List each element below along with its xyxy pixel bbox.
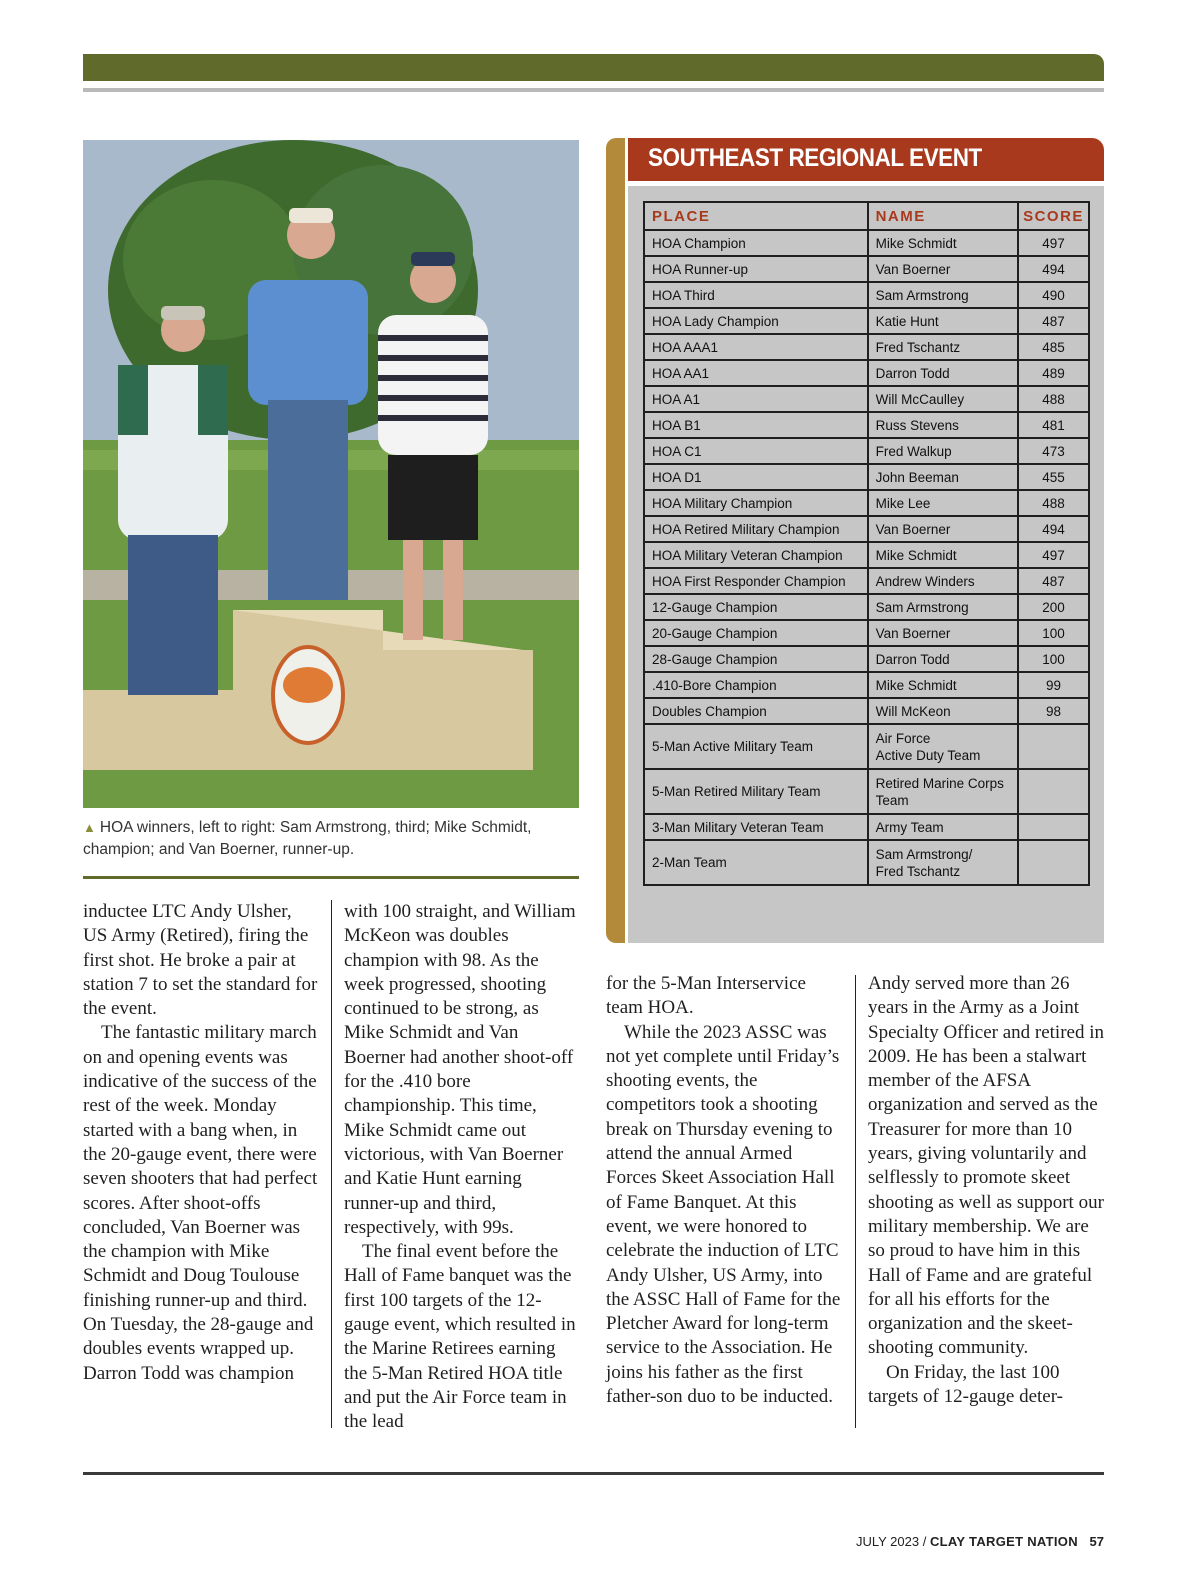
cell-score: 488	[1018, 386, 1089, 412]
cell-name: Mike Schmidt	[868, 542, 1018, 568]
cell-name: Air Force Active Duty Team	[868, 724, 1018, 769]
cell-name: Army Team	[868, 814, 1018, 840]
table-header-row	[644, 202, 1089, 230]
paragraph: The final event before the Hall of Fame banquet was the first 100 targets of the 12-gauge event, which resulted in the Marine Retirees earning the 5-Man Retired HOA title and put the Air Force team in the lead	[344, 1241, 576, 1433]
caption-text: HOA winners, left to right: Sam Armstrong, third; Mike Schmidt, champion; and Van Boerner, runner-up.	[83, 819, 532, 858]
photo-caption	[83, 817, 573, 861]
article-column-4	[868, 972, 1104, 1409]
cell-place: HOA AA1	[644, 360, 868, 386]
paragraph: for the 5-Man Interservice team HOA.	[606, 973, 806, 1019]
cell-name: Sam Armstrong	[868, 282, 1018, 308]
table-row	[644, 438, 1089, 464]
cell-name: Russ Stevens	[868, 412, 1018, 438]
caption-rule	[83, 876, 579, 879]
cell-name: Darron Todd	[868, 646, 1018, 672]
cell-name: Will McCaulley	[868, 386, 1018, 412]
paragraph: While the 2023 ASSC was not yet complete until Friday’s shooting events, the competitors took a shooting break on Thursday evening to attend the annual Armed Forces Skeet Association Hall of Fame Banquet. At this event, we were honored to celebrate the induction of LTC Andy Ulsher, US Army, into the ASSC Hall of Fame for the Pletcher Award for long-term service to the Association. He joins his father as the first father-son duo to be inducted.	[606, 1021, 841, 1408]
cell-score: 487	[1018, 308, 1089, 334]
cell-score: 100	[1018, 646, 1089, 672]
cell-place: .410-Bore Champion	[644, 672, 868, 698]
cell-name: Mike Lee	[868, 490, 1018, 516]
cell-name: Mike Schmidt	[868, 672, 1018, 698]
cell-score: 497	[1018, 230, 1089, 256]
table-row	[644, 594, 1089, 620]
cell-name: Van Boerner	[868, 256, 1018, 282]
cell-name: Sam Armstrong/ Fred Tschantz	[868, 840, 1018, 885]
cell-score: 100	[1018, 620, 1089, 646]
table-row	[644, 334, 1089, 360]
table-row	[644, 464, 1089, 490]
cell-name: Van Boerner	[868, 620, 1018, 646]
table-row	[644, 620, 1089, 646]
cell-score: 481	[1018, 412, 1089, 438]
results-table-body	[644, 230, 1089, 885]
cell-score: 489	[1018, 360, 1089, 386]
cell-score: 455	[1018, 464, 1089, 490]
column-divider	[855, 975, 856, 1428]
cell-place: 2-Man Team	[644, 840, 868, 885]
cell-name: Katie Hunt	[868, 308, 1018, 334]
cell-score: 473	[1018, 438, 1089, 464]
table-row	[644, 542, 1089, 568]
cell-score: 487	[1018, 568, 1089, 594]
table-row	[644, 412, 1089, 438]
header-rule	[83, 88, 1104, 92]
table-row	[644, 672, 1089, 698]
cell-score: 490	[1018, 282, 1089, 308]
sidebar-accent-bar	[606, 138, 625, 943]
cell-place: 5-Man Retired Military Team	[644, 769, 868, 814]
cell-score: 494	[1018, 516, 1089, 542]
cell-place: HOA Runner-up	[644, 256, 868, 282]
table-row	[644, 568, 1089, 594]
cell-name: Fred Tschantz	[868, 334, 1018, 360]
table-row	[644, 490, 1089, 516]
table-row	[644, 698, 1089, 724]
footer-date: JULY 2023 /	[855, 1534, 927, 1549]
table-row	[644, 256, 1089, 282]
table-row	[644, 308, 1089, 334]
table-row	[644, 516, 1089, 542]
cell-name: Fred Walkup	[868, 438, 1018, 464]
cell-place: 28-Gauge Champion	[644, 646, 868, 672]
cell-name: Darron Todd	[868, 360, 1018, 386]
column-divider	[331, 900, 332, 1428]
cell-place: HOA B1	[644, 412, 868, 438]
footer-rule	[83, 1472, 1104, 1475]
cell-place: HOA Retired Military Champion	[644, 516, 868, 542]
cell-score: 494	[1018, 256, 1089, 282]
table-row	[644, 646, 1089, 672]
table-row	[644, 724, 1089, 769]
table-row	[644, 282, 1089, 308]
results-table	[643, 201, 1090, 886]
cell-score: 485	[1018, 334, 1089, 360]
cell-name: Andrew Winders	[868, 568, 1018, 594]
cell-place: 20-Gauge Champion	[644, 620, 868, 646]
cell-place: HOA Champion	[644, 230, 868, 256]
article-column-2	[344, 900, 579, 1435]
cell-score: 99	[1018, 672, 1089, 698]
paragraph: inductee LTC Andy Ulsher, US Army (Retired), firing the first shot. He broke a pair at station 7 to set the standard for the event.	[83, 901, 318, 1020]
header-band	[83, 54, 1104, 81]
cell-place: HOA C1	[644, 438, 868, 464]
page-number: 57	[1089, 1534, 1104, 1549]
cell-place: HOA First Responder Champion	[644, 568, 868, 594]
cell-place: HOA Military Veteran Champion	[644, 542, 868, 568]
cell-place: HOA AAA1	[644, 334, 868, 360]
cell-place: Doubles Champion	[644, 698, 868, 724]
cell-score	[1018, 840, 1089, 885]
cell-place: HOA D1	[644, 464, 868, 490]
cell-score: 497	[1018, 542, 1089, 568]
cell-name: Mike Schmidt	[868, 230, 1018, 256]
triangle-up-icon: ▲	[83, 820, 96, 835]
paragraph: Andy served more than 26 years in the Army as a Joint Specialty Officer and retired in 2009. He has been a stalwart member of the AFSA organization and served as the Treasurer for more than 10 years, giving voluntarily and selflessly to promote skeet shooting as well as support our military membership. We are so proud to have him in this Hall of Fame and are grateful for all his efforts for the organization and the skeet-shooting community.	[868, 973, 1104, 1359]
table-row	[644, 769, 1089, 814]
cell-place: HOA A1	[644, 386, 868, 412]
cell-name: John Beeman	[868, 464, 1018, 490]
table-title: SOUTHEAST REGIONAL EVENT	[648, 144, 982, 172]
cell-place: 12-Gauge Champion	[644, 594, 868, 620]
article-column-3	[606, 972, 841, 1409]
cell-name: Retired Marine Corps Team	[868, 769, 1018, 814]
cell-score	[1018, 724, 1089, 769]
magazine-name: CLAY TARGET NATION	[929, 1534, 1078, 1549]
table-row	[644, 230, 1089, 256]
cell-score	[1018, 814, 1089, 840]
table-row	[644, 386, 1089, 412]
paragraph: On Friday, the last 100 targets of 12-gauge deter-	[868, 1361, 1063, 1408]
cell-name: Sam Armstrong	[868, 594, 1018, 620]
table-row	[644, 814, 1089, 840]
paragraph: The fantastic military march on and opening events was indicative of the success of the rest of the week. Monday started with a bang when, in the 20-gauge event, there were seven shooters that had perfect scores. After shoot-offs concluded, Van Boerner was the champion with Mike Schmidt and Doug Toulouse finishing runner-up and third. On Tuesday, the 28-gauge and doubles events wrapped up. Darron Todd was champion	[83, 1022, 318, 1384]
table-row	[644, 840, 1089, 885]
page-footer	[856, 1534, 1104, 1549]
paragraph: with 100 straight, and William McKeon was doubles champion with 98. As the week progressed, shooting continued to be strong, as Mike Schmidt and Van Boerner had another shoot-off for the .410 bore championship. This time, Mike Schmidt came out victorious, with Van Boerner and Katie Hunt earning runner-up and third, respectively, with 99s.	[344, 901, 576, 1238]
cell-place: HOA Military Champion	[644, 490, 868, 516]
hoa-winners-photo	[83, 140, 579, 808]
cell-name: Will McKeon	[868, 698, 1018, 724]
header-place: PLACE	[644, 202, 868, 230]
cell-place: HOA Third	[644, 282, 868, 308]
header-score: SCORE	[1018, 202, 1089, 230]
header-name: NAME	[868, 202, 1018, 230]
cell-score	[1018, 769, 1089, 814]
cell-score: 200	[1018, 594, 1089, 620]
cell-place: 3-Man Military Veteran Team	[644, 814, 868, 840]
table-row	[644, 360, 1089, 386]
cell-place: 5-Man Active Military Team	[644, 724, 868, 769]
cell-score: 488	[1018, 490, 1089, 516]
article-column-1	[83, 900, 318, 1386]
cell-place: HOA Lady Champion	[644, 308, 868, 334]
cell-name: Van Boerner	[868, 516, 1018, 542]
cell-score: 98	[1018, 698, 1089, 724]
